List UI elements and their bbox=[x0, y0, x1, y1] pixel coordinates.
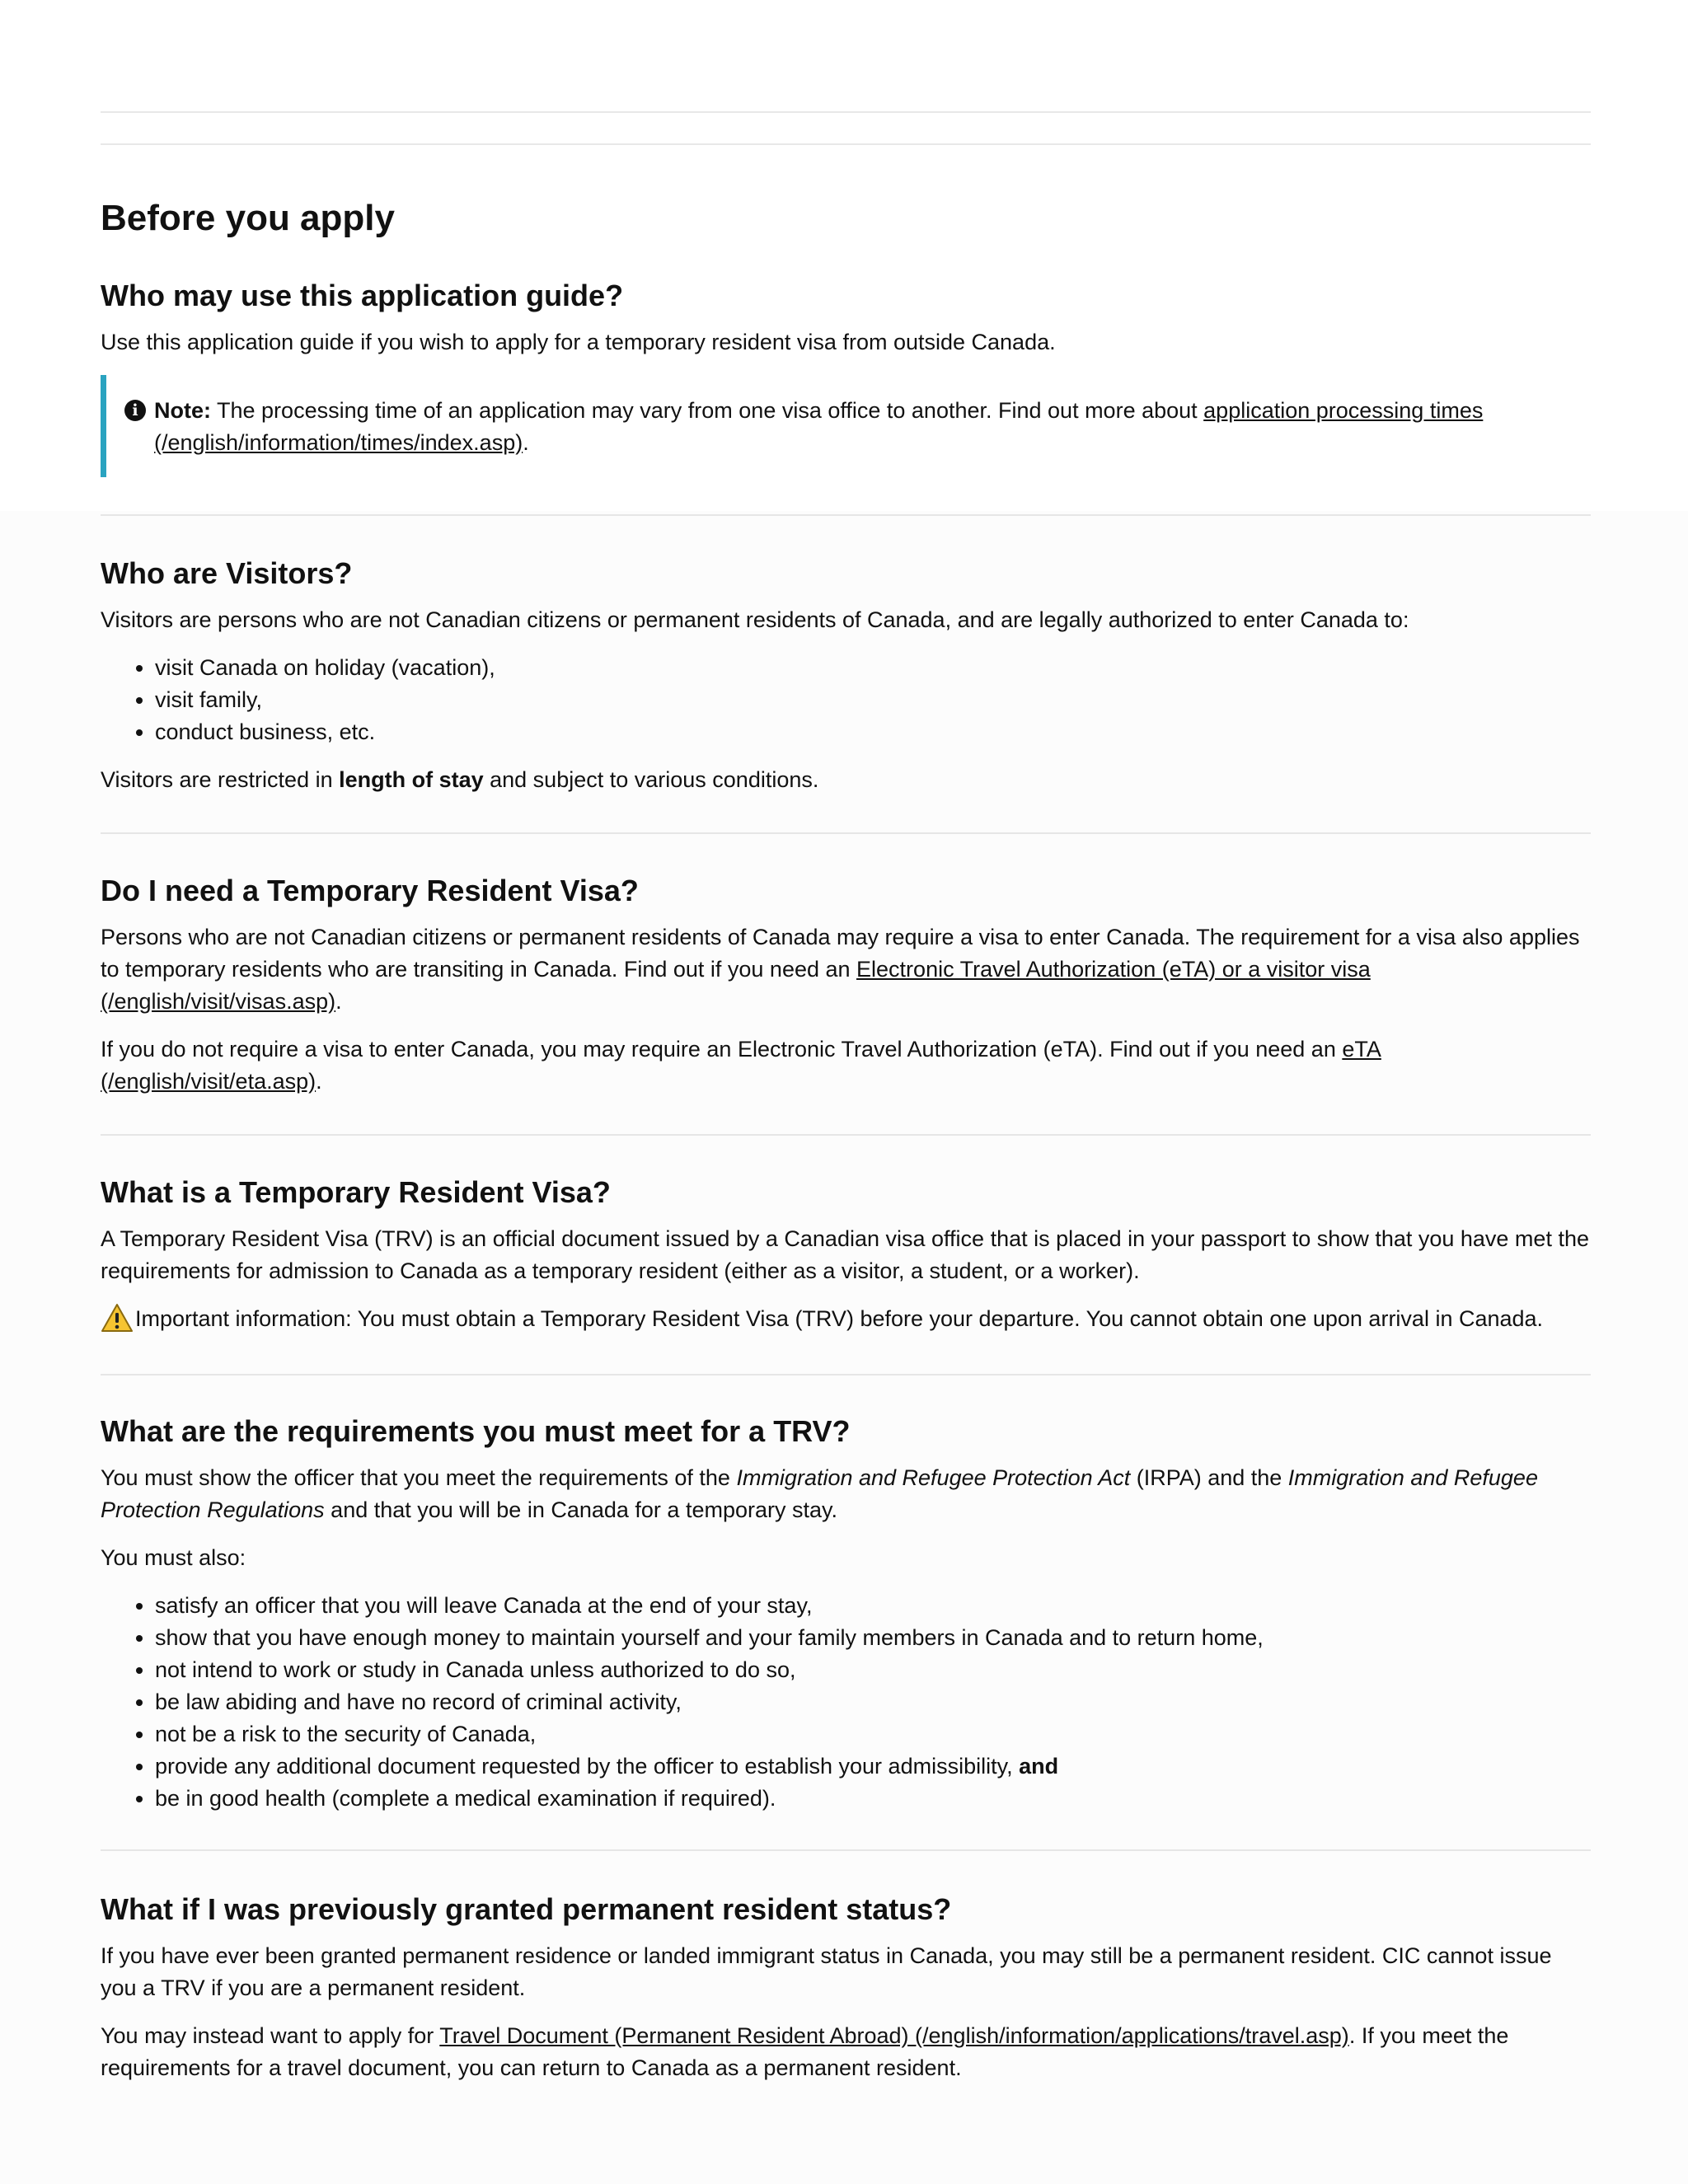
visitor-purposes-list bbox=[101, 652, 1591, 748]
paragraph bbox=[101, 1462, 1591, 1526]
list-item bbox=[155, 1750, 1591, 1783]
paragraph: Visitors are persons who are not Canadian citizens or permanent residents of Canada, and are legally authorized to enter Canada to: bbox=[101, 607, 1409, 632]
top-divider-2 bbox=[101, 143, 1591, 145]
section-need-trv bbox=[101, 872, 1591, 1098]
section-divider bbox=[101, 514, 1591, 516]
section-previous-pr bbox=[101, 1891, 1591, 2084]
list-item: • visit Canada on holiday (vacation), bbox=[155, 652, 1591, 684]
section-what-is-trv bbox=[101, 1174, 1591, 1335]
text-span: You may instead want to apply for bbox=[101, 2023, 440, 2048]
paragraph bbox=[101, 2020, 1591, 2084]
section-heading: Who may use this application guide? bbox=[101, 279, 624, 312]
section-divider bbox=[101, 1374, 1591, 1376]
text-span: . If you meet the requirements for a travel document, you can return to Canada as a permanent resident. bbox=[101, 2023, 1509, 2080]
text-span: If you do not require a visa to enter Canada, you may require an Electronic Travel Authorization (eTA). Find out if you need an bbox=[101, 1037, 1343, 1062]
bold-text: and bbox=[1019, 1754, 1059, 1779]
note-callout bbox=[101, 375, 1591, 477]
text-span: . bbox=[316, 1069, 322, 1094]
paragraph bbox=[101, 764, 1591, 796]
requirements-list bbox=[101, 1590, 1591, 1815]
section-requirements bbox=[101, 1413, 1591, 1830]
section-heading: What is a Temporary Resident Visa? bbox=[101, 1175, 611, 1209]
note-body: The processing time of an application may vary from one visa office to another. Find out more about bbox=[211, 398, 1204, 423]
paragraph: You must also: bbox=[101, 1545, 246, 1570]
list-item: • be in good health (complete a medical examination if required). bbox=[155, 1783, 1591, 1815]
text-span: and that you will be in Canada for a temporary stay. bbox=[324, 1497, 838, 1522]
text-span: and subject to various conditions. bbox=[483, 767, 819, 792]
list-item: • be law abiding and have no record of criminal activity, bbox=[155, 1686, 1591, 1718]
eta-or-visa-link[interactable]: Electronic Travel Authorization (eTA) or a visitor visa (/english/visit/visas.asp) bbox=[101, 957, 1371, 1014]
text-span: Persons who are not Canadian citizens or permanent residents of Canada may require a visa to enter Canada. The requirement for a visa also applies to temporary residents who are transiting in Canada. Find out if you need an bbox=[101, 925, 1580, 982]
list-item: • not intend to work or study in Canada unless authorized to do so, bbox=[155, 1654, 1591, 1686]
text-span: (IRPA) and the bbox=[1130, 1465, 1288, 1490]
text-span: provide any additional document requested by the officer to establish your admissibility, bbox=[155, 1754, 1020, 1779]
list-item: • conduct business, etc. bbox=[155, 716, 1591, 748]
warning-icon bbox=[101, 1303, 134, 1333]
note-end: . bbox=[523, 430, 529, 455]
section-divider bbox=[101, 1849, 1591, 1851]
section-who-are-visitors bbox=[101, 555, 1591, 796]
important-notice bbox=[101, 1303, 1591, 1335]
info-icon: i bbox=[124, 400, 146, 421]
paragraph bbox=[101, 921, 1591, 1018]
italic-text: Immigration and Refugee Protection Act bbox=[736, 1465, 1131, 1490]
section-heading: Do I need a Temporary Resident Visa? bbox=[101, 874, 639, 907]
text-span: Visitors are restricted in bbox=[101, 767, 340, 792]
page-title: Before you apply bbox=[101, 198, 395, 238]
paragraph: If you have ever been granted permanent residence or landed immigrant status in Canada, you may still be a permanent resident. CIC cannot issue you a TRV if you are a permanent resident. bbox=[101, 1943, 1552, 2000]
top-divider bbox=[101, 111, 1591, 113]
list-item: • satisfy an officer that you will leave Canada at the end of your stay, bbox=[155, 1590, 1591, 1622]
note-label: Note: bbox=[154, 398, 211, 423]
list-item: • visit family, bbox=[155, 684, 1591, 716]
text-span: . bbox=[335, 989, 342, 1014]
section-heading: What if I was previously granted permanent resident status? bbox=[101, 1892, 952, 1926]
section-divider bbox=[101, 832, 1591, 834]
travel-document-link[interactable]: Travel Document (Permanent Resident Abroad) (/english/information/applications/travel.asp) bbox=[439, 2023, 1349, 2048]
paragraph bbox=[101, 1033, 1591, 1098]
paragraph: Use this application guide if you wish to apply for a temporary resident visa from outside Canada. bbox=[101, 330, 1056, 354]
processing-times-link[interactable]: application processing times (/english/information/times/index.asp) bbox=[154, 398, 1484, 455]
bold-text: length of stay bbox=[339, 767, 484, 792]
warning-text: Important information: You must obtain a Temporary Resident Visa (TRV) before your departure. You cannot obtain one upon arrival in Canada. bbox=[135, 1306, 1544, 1331]
eta-link[interactable]: eTA (/english/visit/eta.asp) bbox=[101, 1037, 1381, 1094]
section-who-may-use bbox=[101, 277, 1591, 477]
paragraph: A Temporary Resident Visa (TRV) is an official document issued by a Canadian visa office that is placed in your passport to show that you have met the requirements for admission to Canada as a temporary resident (either as a visitor, a student, or a worker). bbox=[101, 1226, 1589, 1283]
section-divider bbox=[101, 1134, 1591, 1136]
italic-text: Immigration and Refugee Protection Regulations bbox=[101, 1465, 1538, 1522]
list-item: • not be a risk to the security of Canada, bbox=[155, 1718, 1591, 1750]
section-heading: What are the requirements you must meet for a TRV? bbox=[101, 1414, 851, 1448]
section-heading: Who are Visitors? bbox=[101, 556, 353, 590]
text-span: You must show the officer that you meet the requirements of the bbox=[101, 1465, 737, 1490]
note-text bbox=[154, 395, 1558, 459]
list-item: • show that you have enough money to maintain yourself and your family members in Canada and to return home, bbox=[155, 1622, 1591, 1654]
